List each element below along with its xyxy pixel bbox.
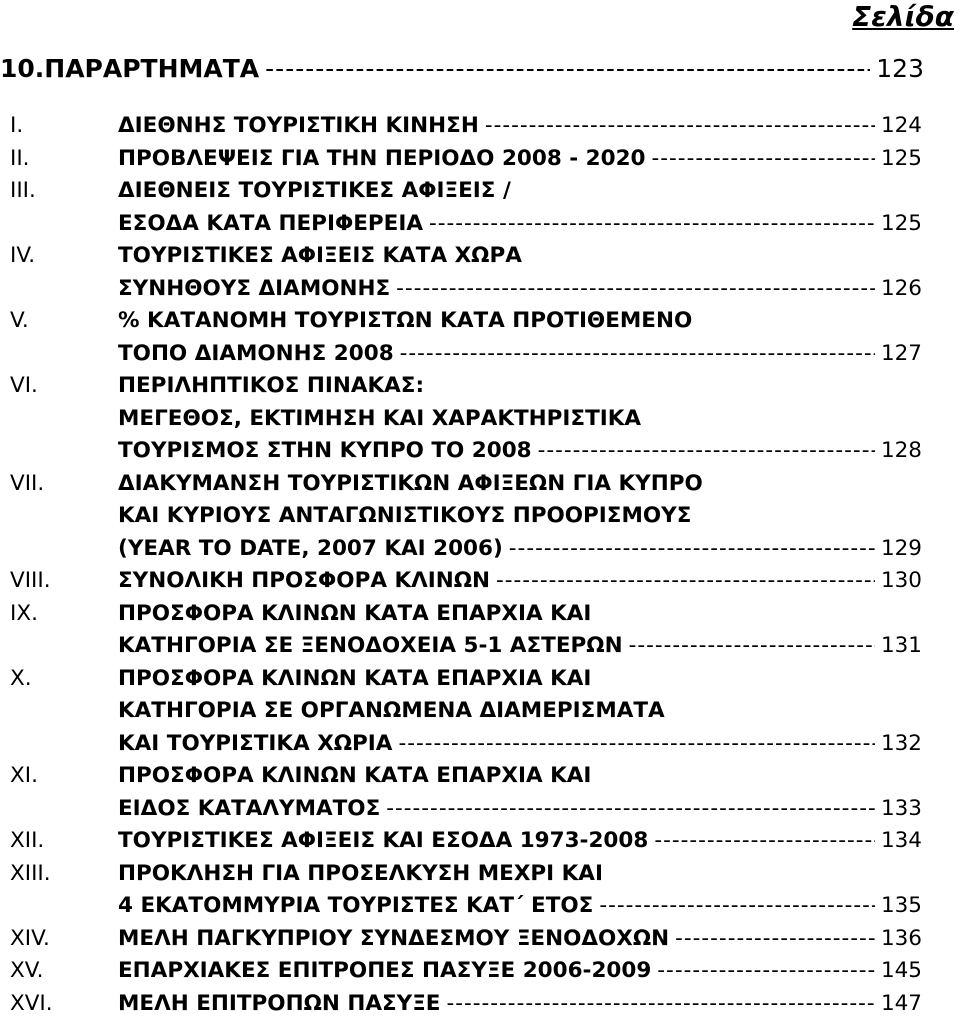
entry-title-text: ΣΥΝΟΛΙΚΗ ΠΡΟΣΦΟΡΑ ΚΛΙΝΩΝ: [118, 565, 490, 598]
entry-page-number: 131: [881, 630, 922, 663]
dot-leader: [654, 825, 875, 858]
chapter-title: 10.ΠΑΡΑΡΤΗΜΑΤΑ: [0, 52, 259, 86]
entry-title-line: [118, 858, 922, 891]
entry-title-line: [118, 533, 922, 566]
entry-page-number: 126: [881, 273, 922, 306]
entry-title-text: ΚΑΙ ΤΟΥΡΙΣΤΙΚΑ ΧΩΡΙΑ: [118, 728, 392, 761]
entry-title-text: ΔΙΕΘΝΗΣ ΤΟΥΡΙΣΤΙΚΗ ΚΙΝΗΣΗ: [118, 110, 479, 143]
toc-entry[interactable]: [10, 955, 922, 988]
entry-title-line: [118, 435, 922, 468]
entry-title-line: [118, 890, 922, 923]
entry-page-number: 135: [881, 890, 922, 923]
entry-title-line: [118, 923, 922, 956]
toc-entry[interactable]: [10, 565, 922, 598]
dot-leader: [675, 923, 875, 956]
entry-title-line: [118, 565, 922, 598]
page-column-header: Σελίδα: [852, 0, 954, 34]
entry-numeral: XIII.: [10, 858, 51, 891]
entry-numeral: VII.: [10, 468, 44, 501]
entry-numeral: XII.: [10, 825, 44, 858]
dot-leader: [265, 52, 870, 86]
toc-entry[interactable]: [10, 760, 922, 825]
entry-numeral: IX.: [10, 598, 38, 631]
entry-page-number: 129: [881, 533, 922, 566]
dot-leader: [599, 890, 875, 923]
dot-leader: [447, 988, 875, 1020]
entry-page-number: 125: [881, 208, 922, 241]
entry-numeral: IV.: [10, 240, 35, 273]
entry-page-number: 134: [881, 825, 922, 858]
dot-leader: [400, 338, 875, 371]
entry-title-text: ΜΕΓΕΘΟΣ, ΕΚΤΙΜΗΣΗ ΚΑΙ ΧΑΡΑΚΤΗΡΙΣΤΙΚΑ: [118, 406, 641, 431]
entry-numeral: VIII.: [10, 565, 51, 598]
dot-leader: [386, 793, 875, 826]
toc-entry[interactable]: [10, 110, 922, 143]
entry-title-text: ΤΟΥΡΙΣΜΟΣ ΣΤΗΝ ΚΥΠΡΟ ΤΟ 2008: [118, 435, 532, 468]
entry-title-line: [118, 305, 922, 338]
entry-title-text: % ΚΑΤΑΝΟΜΗ ΤΟΥΡΙΣΤΩΝ ΚΑΤΑ ΠΡΟΤΙΘΕΜΕΝΟ: [118, 308, 692, 333]
entry-title-text: ΠΡΟΣΦΟΡΑ ΚΛΙΝΩΝ ΚΑΤΑ ΕΠΑΡΧΙΑ ΚΑΙ: [118, 601, 591, 626]
dot-leader: [538, 435, 875, 468]
entry-title-line: [118, 598, 922, 631]
dot-leader: [657, 955, 875, 988]
toc-entry[interactable]: [10, 143, 922, 176]
entry-title-line: [118, 338, 922, 371]
entry-page-number: 136: [881, 923, 922, 956]
entry-title-line: [118, 240, 922, 273]
entry-title-text: 4 ΕΚΑΤΟΜΜΥΡΙΑ ΤΟΥΡΙΣΤΕΣ ΚΑΤ΄ ΕΤΟΣ: [118, 890, 593, 923]
entry-title-text: ΚΑΙ ΚΥΡΙΟΥΣ ΑΝΤΑΓΩΝΙΣΤΙΚΟΥΣ ΠΡΟΟΡΙΣΜΟΥΣ: [118, 503, 691, 528]
dot-leader: [396, 273, 875, 306]
entry-numeral: X.: [10, 663, 32, 696]
entry-title-line: [118, 695, 922, 728]
entry-numeral: VI.: [10, 370, 38, 403]
entry-title-text: ΔΙΑΚΥΜΑΝΣΗ ΤΟΥΡΙΣΤΙΚΩΝ ΑΦΙΞΕΩΝ ΓΙΑ ΚΥΠΡΟ: [118, 471, 703, 496]
toc-entry[interactable]: [10, 240, 922, 305]
entry-page-number: 145: [881, 955, 922, 988]
toc-entry[interactable]: [10, 858, 922, 923]
entry-numeral: III.: [10, 175, 36, 208]
entry-title-text: ΜΕΛΗ ΕΠΙΤΡΟΠΩΝ ΠΑΣΥΞΕ: [118, 988, 441, 1020]
entry-title-text: ΠΕΡΙΛΗΠΤΙΚΟΣ ΠΙΝΑΚΑΣ:: [118, 373, 424, 398]
table-of-contents: [10, 110, 922, 1020]
toc-entry[interactable]: [10, 825, 922, 858]
dot-leader: [629, 630, 875, 663]
entry-numeral: I.: [10, 110, 23, 143]
entry-title-line: [118, 728, 922, 761]
entry-title-line: [118, 143, 922, 176]
toc-entry[interactable]: [10, 175, 922, 240]
entry-title-text: ΠΡΟΣΦΟΡΑ ΚΛΙΝΩΝ ΚΑΤΑ ΕΠΑΡΧΙΑ ΚΑΙ: [118, 666, 591, 691]
entry-title-line: [118, 630, 922, 663]
entry-title-text: ΣΥΝΗΘΟΥΣ ΔΙΑΜΟΝΗΣ: [118, 273, 390, 306]
entry-title-line: [118, 175, 922, 208]
dot-leader: [485, 110, 875, 143]
dot-leader: [496, 565, 875, 598]
entry-title-line: [118, 760, 922, 793]
entry-page-number: 125: [881, 143, 922, 176]
entry-title-text: ΤΟΥΡΙΣΤΙΚΕΣ ΑΦΙΞΕΙΣ ΚΑΙ ΕΣΟΔΑ 1973-2008: [118, 825, 648, 858]
entry-page-number: 130: [881, 565, 922, 598]
chapter-heading[interactable]: [0, 52, 924, 86]
entry-page-number: 132: [881, 728, 922, 761]
toc-entry[interactable]: [10, 988, 922, 1020]
entry-title-line: [118, 403, 922, 436]
entry-title-text: ΜΕΛΗ ΠΑΓΚΥΠΡΙΟΥ ΣΥΝΔΕΣΜΟΥ ΞΕΝΟΔΟΧΩΝ: [118, 923, 669, 956]
entry-title-text: ΔΙΕΘΝΕΙΣ ΤΟΥΡΙΣΤΙΚΕΣ ΑΦΙΞΕΙΣ /: [118, 178, 511, 203]
entry-title-line: [118, 663, 922, 696]
entry-page-number: 124: [881, 110, 922, 143]
entry-title-text: ΕΠΑΡΧΙΑΚΕΣ ΕΠΙΤΡΟΠΕΣ ΠΑΣΥΞΕ 2006-2009: [118, 955, 651, 988]
entry-title-text: ΠΡΟΚΛΗΣΗ ΓΙΑ ΠΡΟΣΕΛΚΥΣΗ ΜΕΧΡΙ ΚΑΙ: [118, 861, 603, 886]
entry-page-number: 128: [881, 435, 922, 468]
entry-title-text: ΠΡΟΒΛΕΨΕΙΣ ΓΙΑ ΤΗΝ ΠΕΡΙΟΔΟ 2008 - 2020: [118, 143, 646, 176]
entry-title-line: [118, 370, 922, 403]
entry-numeral: XIV.: [10, 923, 50, 956]
entry-title-text: ΚΑΤΗΓΟΡΙΑ ΣΕ ΞΕΝΟΔΟΧΕΙΑ 5-1 ΑΣΤΕΡΩΝ: [118, 630, 623, 663]
dot-leader: [509, 533, 875, 566]
dot-leader: [398, 728, 875, 761]
entry-title-line: [118, 273, 922, 306]
entry-title-text: ΚΑΤΗΓΟΡΙΑ ΣΕ ΟΡΓΑΝΩΜΕΝΑ ΔΙΑΜΕΡΙΣΜΑΤΑ: [118, 698, 665, 723]
entry-title-text: ΠΡΟΣΦΟΡΑ ΚΛΙΝΩΝ ΚΑΤΑ ΕΠΑΡΧΙΑ ΚΑΙ: [118, 763, 591, 788]
entry-title-line: [118, 988, 922, 1020]
entry-title-line: [118, 955, 922, 988]
toc-entry[interactable]: [10, 468, 922, 566]
entry-page-number: 133: [881, 793, 922, 826]
dot-leader: [652, 143, 875, 176]
entry-numeral: XV.: [10, 955, 44, 988]
entry-page-number: 147: [881, 988, 922, 1020]
entry-title-text: (YEAR TO DATE, 2007 ΚΑΙ 2006): [118, 533, 503, 566]
chapter-page-number: 123: [876, 52, 924, 86]
toc-entry[interactable]: [10, 305, 922, 370]
toc-entry[interactable]: [10, 663, 922, 761]
entry-title-line: [118, 793, 922, 826]
entry-title-line: [118, 208, 922, 241]
toc-entry[interactable]: [10, 598, 922, 663]
entry-title-text: ΤΟΥΡΙΣΤΙΚΕΣ ΑΦΙΞΕΙΣ ΚΑΤΑ ΧΩΡΑ: [118, 243, 522, 268]
dot-leader: [429, 208, 875, 241]
entry-numeral: XI.: [10, 760, 38, 793]
entry-title-text: ΕΙΔΟΣ ΚΑΤΑΛΥΜΑΤΟΣ: [118, 793, 380, 826]
toc-entry[interactable]: [10, 370, 922, 468]
entry-title-text: ΕΣΟΔΑ ΚΑΤΑ ΠΕΡΙΦΕΡΕΙΑ: [118, 208, 423, 241]
entry-page-number: 127: [881, 338, 922, 371]
entry-title-line: [118, 468, 922, 501]
entry-title-text: ΤΟΠΟ ΔΙΑΜΟΝΗΣ 2008: [118, 338, 394, 371]
entry-numeral: XVI.: [10, 988, 53, 1020]
entry-title-line: [118, 825, 922, 858]
entry-numeral: II.: [10, 143, 30, 176]
toc-entry[interactable]: [10, 923, 922, 956]
entry-numeral: V.: [10, 305, 29, 338]
entry-title-line: [118, 110, 922, 143]
entry-title-line: [118, 500, 922, 533]
